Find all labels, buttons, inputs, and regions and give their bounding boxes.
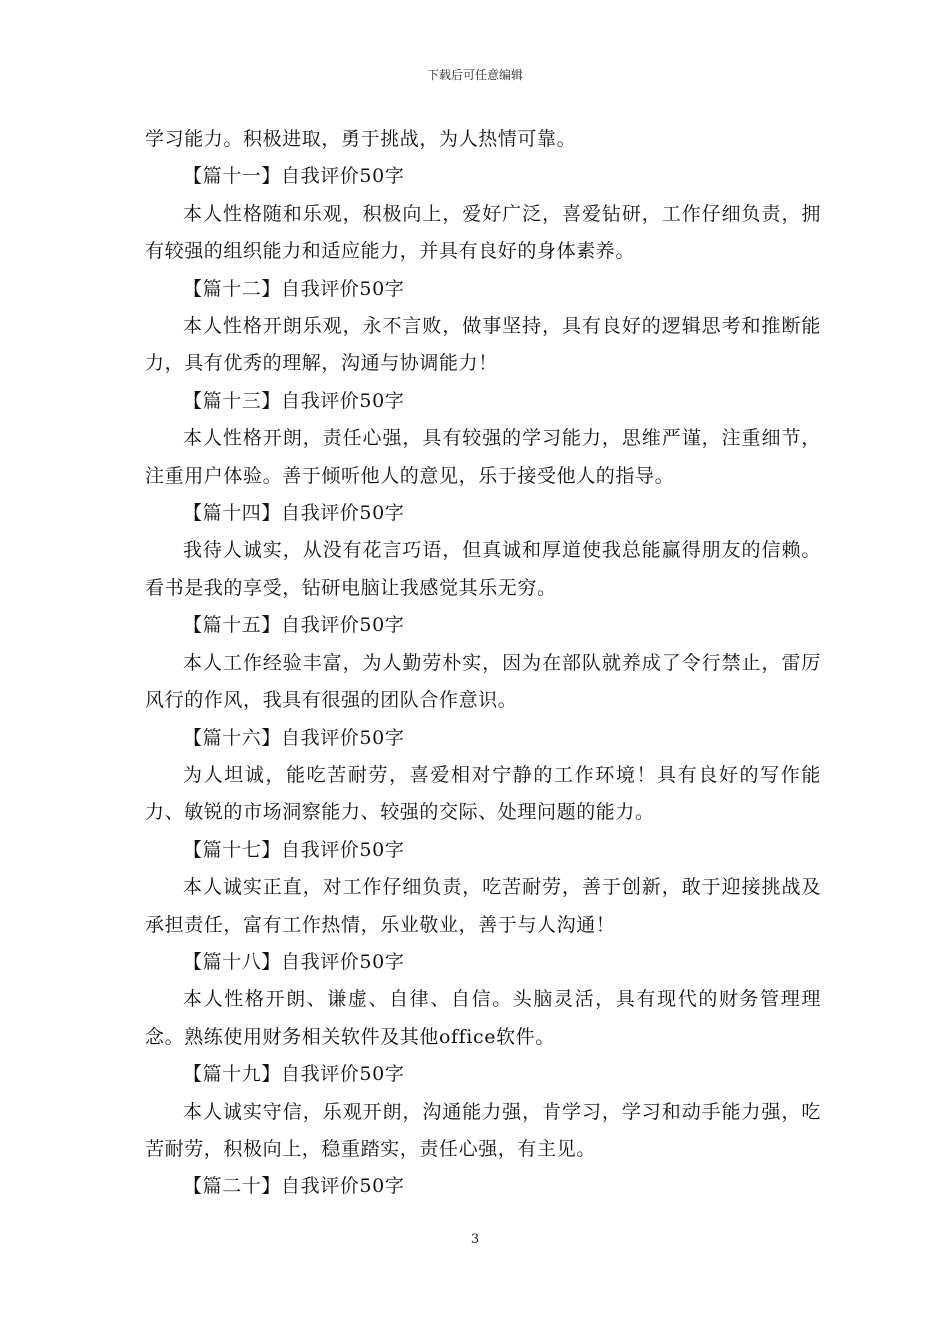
section-heading: 【篇十一】自我评价50字 [183,165,405,188]
section-paragraph: 本人性格开朗，责任心强，具有较强的学习能力，思维严谨，注重细节，注重用户体验。善于倾听他人的意见，乐于接受他人的指导。 [145,427,821,487]
section-heading: 【篇十九】自我评价50字 [183,1063,405,1086]
section-paragraph: 为人坦诚，能吃苦耐劳，喜爱相对宁静的工作环境！具有良好的写作能力、敏锐的市场洞察能力、较强的交际、处理问题的能力。 [145,763,821,824]
section-heading: 【篇十八】自我评价50字 [183,950,405,973]
section-heading: 【篇十六】自我评价50字 [183,726,405,749]
section-heading: 【篇十三】自我评价50字 [183,389,405,412]
document-body [145,121,821,1206]
section-heading: 【篇二十】自我评价50字 [183,1175,405,1198]
section-heading: 【篇十七】自我评价50字 [183,838,405,861]
section-paragraph: 本人性格开朗乐观，永不言败，做事坚持，具有良好的逻辑思考和推断能力，具有优秀的理解，沟通与协调能力！ [145,315,821,375]
section-paragraph: 我待人诚实，从没有花言巧语，但真诚和厚道使我总能赢得朋友的信赖。看书是我的享受，钻研电脑让我感觉其乐无穷。 [145,539,821,599]
page-number: 3 [470,1232,480,1247]
section-paragraph: 本人性格开朗、谦虚、自律、自信。头脑灵活，具有现代的财务管理理念。熟练使用财务相关软件及其他office软件。 [145,988,821,1048]
section-heading: 【篇十四】自我评价50字 [183,502,405,525]
section-paragraph: 本人诚实正直，对工作仔细负责，吃苦耐劳，善于创新，敢于迎接挑战及承担责任，富有工作热情，乐业敬业，善于与人沟通！ [145,876,821,936]
page-header: 下载后可任意编辑 [426,68,523,82]
section-heading: 【篇十五】自我评价50字 [183,614,405,637]
lead-paragraph: 学习能力。积极进取，勇于挑战，为人热情可靠。 [145,128,577,150]
section-paragraph: 本人性格随和乐观，积极向上，爱好广泛，喜爱钻研，工作仔细负责，拥有较强的组织能力和适应能力，并具有良好的身体素养。 [145,202,821,263]
section-paragraph: 本人诚实守信，乐观开朗，沟通能力强，肯学习，学习和动手能力强，吃苦耐劳，积极向上，稳重踏实，责任心强，有主见。 [145,1100,821,1160]
section-heading: 【篇十二】自我评价50字 [183,277,405,300]
section-paragraph: 本人工作经验丰富，为人勤劳朴实，因为在部队就养成了令行禁止，雷厉风行的作风，我具有很强的团队合作意识。 [145,651,821,712]
